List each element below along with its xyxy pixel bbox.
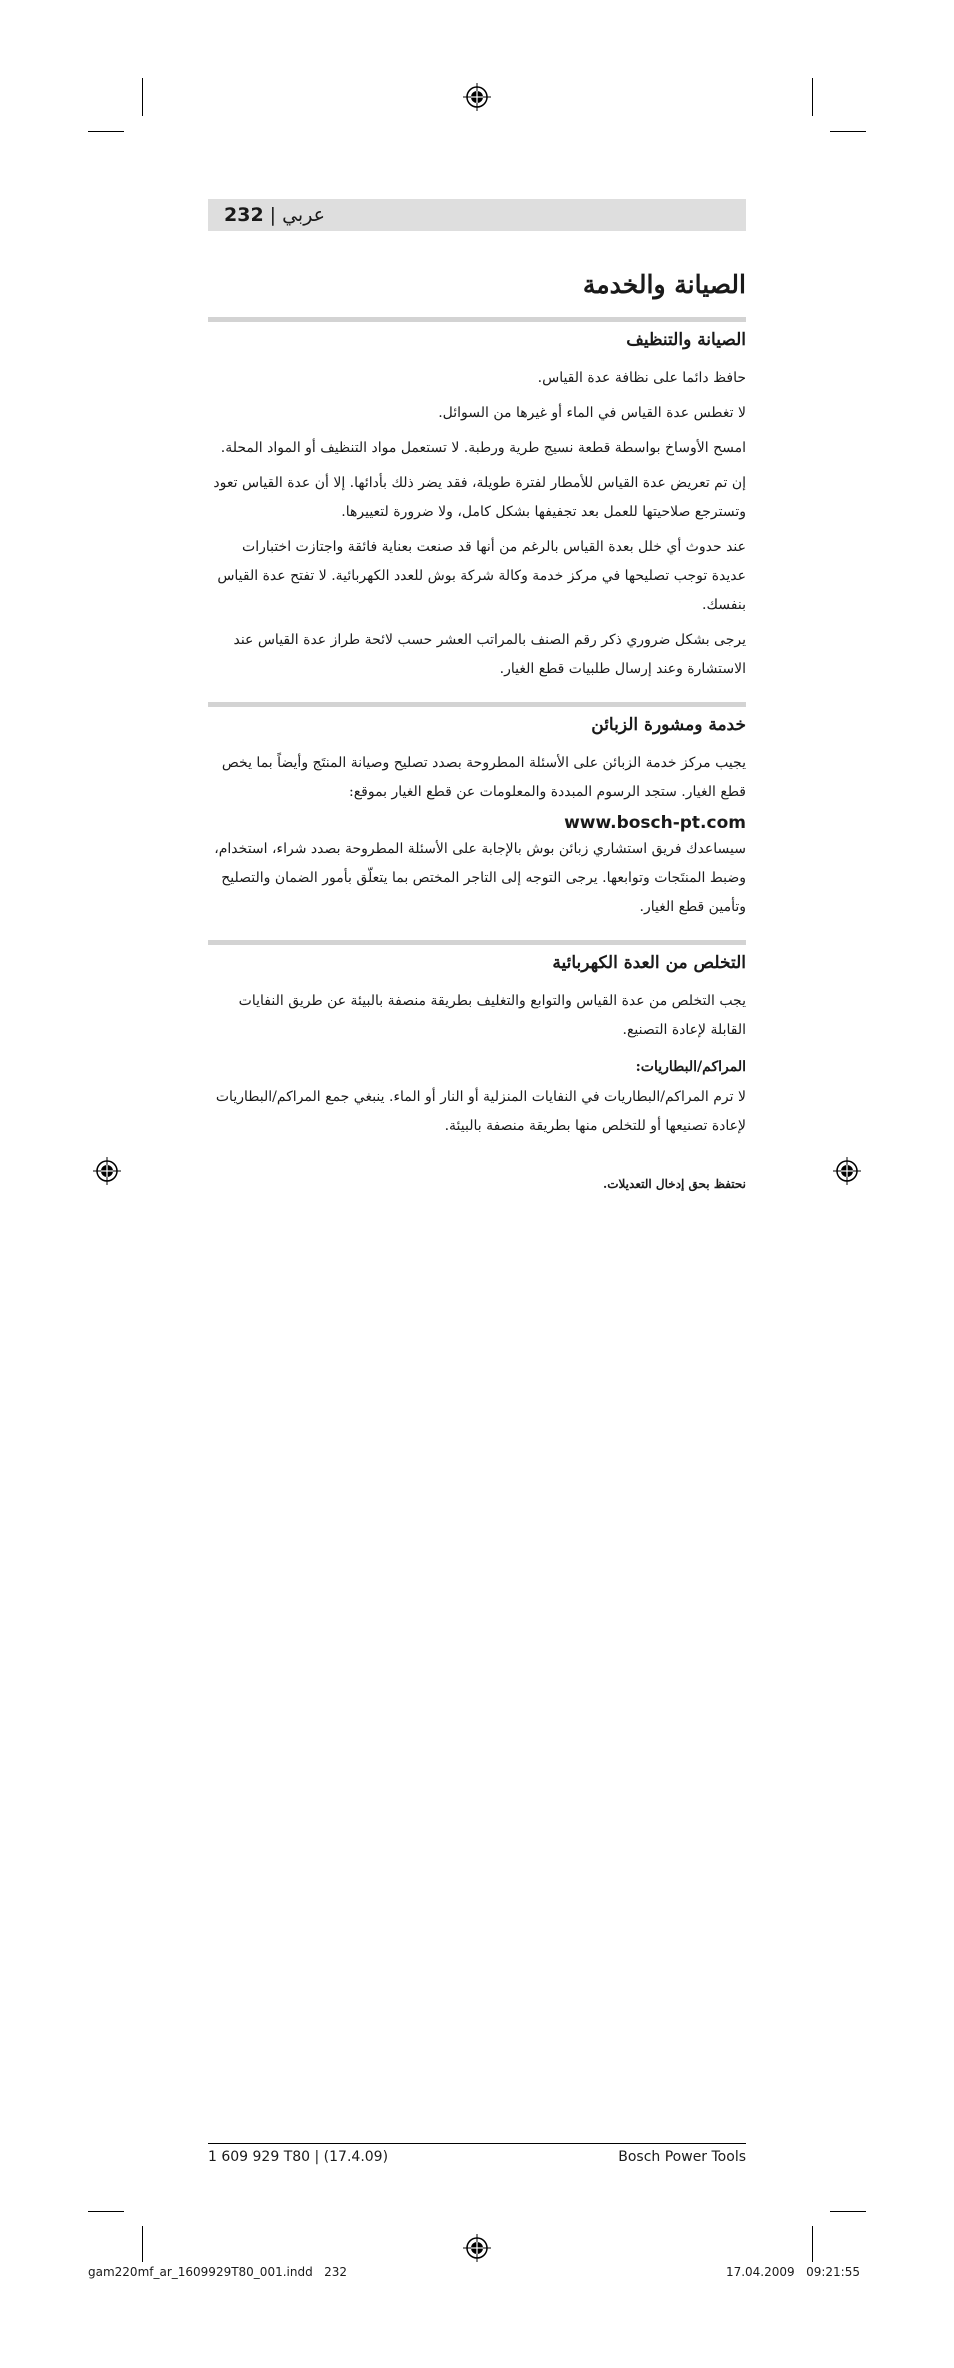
paragraph: لا ترم المراكم/البطاريات في النفايات المنزلية أو النار أو الماء. ينبغي جمع المراكم/البطاريات لإعادة تصنيعها أو للتخلص منها بطريقة منصفة بالبيئة. (215, 1089, 746, 1134)
footer-doc-number: 1 609 929 T80 | (17.4.09) (208, 2149, 389, 2165)
page-header-label (224, 204, 325, 226)
registration-mark-icon (833, 1157, 861, 1185)
registration-mark-icon (463, 83, 491, 111)
section-divider (208, 702, 746, 707)
paragraph: حافظ دائما على نظافة عدة القياس. (537, 370, 746, 386)
footer-divider (208, 2143, 746, 2144)
section-divider (208, 317, 746, 322)
paragraph: يرجى بشكل ضروري ذكر رقم الصنف بالمراتب العشر حسب لائحة طراز عدة القياس عند الاستشارة وعند إرسال طلبيات قطع الغيار. (233, 632, 746, 677)
section-heading: الصيانة والتنظيف (626, 330, 746, 350)
section-divider (208, 940, 746, 945)
crop-mark (88, 2211, 124, 2212)
section-heading: التخلص من العدة الكهربائية (552, 953, 746, 973)
header-separator: | (269, 204, 277, 226)
crop-mark (142, 78, 143, 116)
paragraph: عند حدوث أي خلل بعدة القياس بالرغم من أنها قد صنعت بعناية فائقة واجتازت اختبارات عديدة توجب تصليحها في مركز خدمة وكالة شركة بوش للعدد الكهربائية. لا تفتح عدة القياس بنفسك. (217, 539, 746, 613)
crop-mark (142, 2226, 143, 2262)
registration-mark-icon (93, 1157, 121, 1185)
footer-brand: Bosch Power Tools (618, 2149, 746, 2165)
crop-mark (88, 131, 124, 132)
modification-notice: نحتفظ بحق إدخال التعديلات. (603, 1177, 746, 1191)
paragraph: يجب التخلص من عدة القياس والتوابع والتغليف بطريقة منصفة بالبيئة عن طريق النفايات القابلة لإعادة التصنيع. (238, 993, 746, 1038)
crop-mark (830, 2211, 866, 2212)
crop-mark (812, 78, 813, 116)
paragraph: إن تم تعريض عدة القياس للأمطار لفترة طويلة، فقد يضر ذلك بأدائها. إلا أن عدة القياس تعود وتسترجع صلاحيتها للعمل بعد تجفيفها بشكل كامل، ولا ضرورة لتعييرها. (213, 475, 746, 520)
main-content (208, 260, 746, 1191)
section-maintenance-cleaning (208, 317, 746, 684)
slug-timestamp: 17.04.2009 09:21:55 (725, 2265, 860, 2279)
paragraph: امسح الأوساخ بواسطة قطعة نسيج طرية ورطبة. لا تستعمل مواد التنظيف أو المواد المحلة. (220, 440, 746, 456)
subheading-batteries: المراكم/البطاريات: (635, 1059, 746, 1075)
crop-mark (830, 131, 866, 132)
page-title: الصيانة والخدمة (582, 270, 746, 299)
section-customer-service (208, 702, 746, 922)
page-header (208, 199, 746, 231)
paragraph: لا تغطس عدة القياس في الماء أو غيرها من السوائل. (438, 405, 746, 421)
page-number: 232 (224, 204, 264, 226)
section-disposal (208, 940, 746, 1141)
section-heading: خدمة ومشورة الزبائن (591, 715, 746, 735)
registration-mark-icon (463, 2234, 491, 2262)
language-label: عربي (282, 204, 326, 226)
slug-filename: gam220mf_ar_1609929T80_001.indd 232 (88, 2265, 348, 2279)
paragraph: سيساعدك فريق استشاري زبائن بوش بالإجابة على الأسئلة المطروحة بصدد شراء، استخدام، وضبط المنتَجات وتوابعها. يرجى التوجه إلى التاجر المختص بما يتعلّق بأمور الضمان والتصليح وتأمين قطع الغيار. (214, 841, 746, 915)
crop-mark (812, 2226, 813, 2262)
paragraph: يجيب مركز خدمة الزبائن على الأسئلة المطروحة بصدد تصليح وصيانة المنتَج وأيضاً بما يخص قطع الغيار. ستجد الرسوم المبددة والمعلومات عن قطع الغيار بموقع: (221, 755, 746, 800)
website-link[interactable]: www.bosch-pt.com (564, 813, 746, 833)
